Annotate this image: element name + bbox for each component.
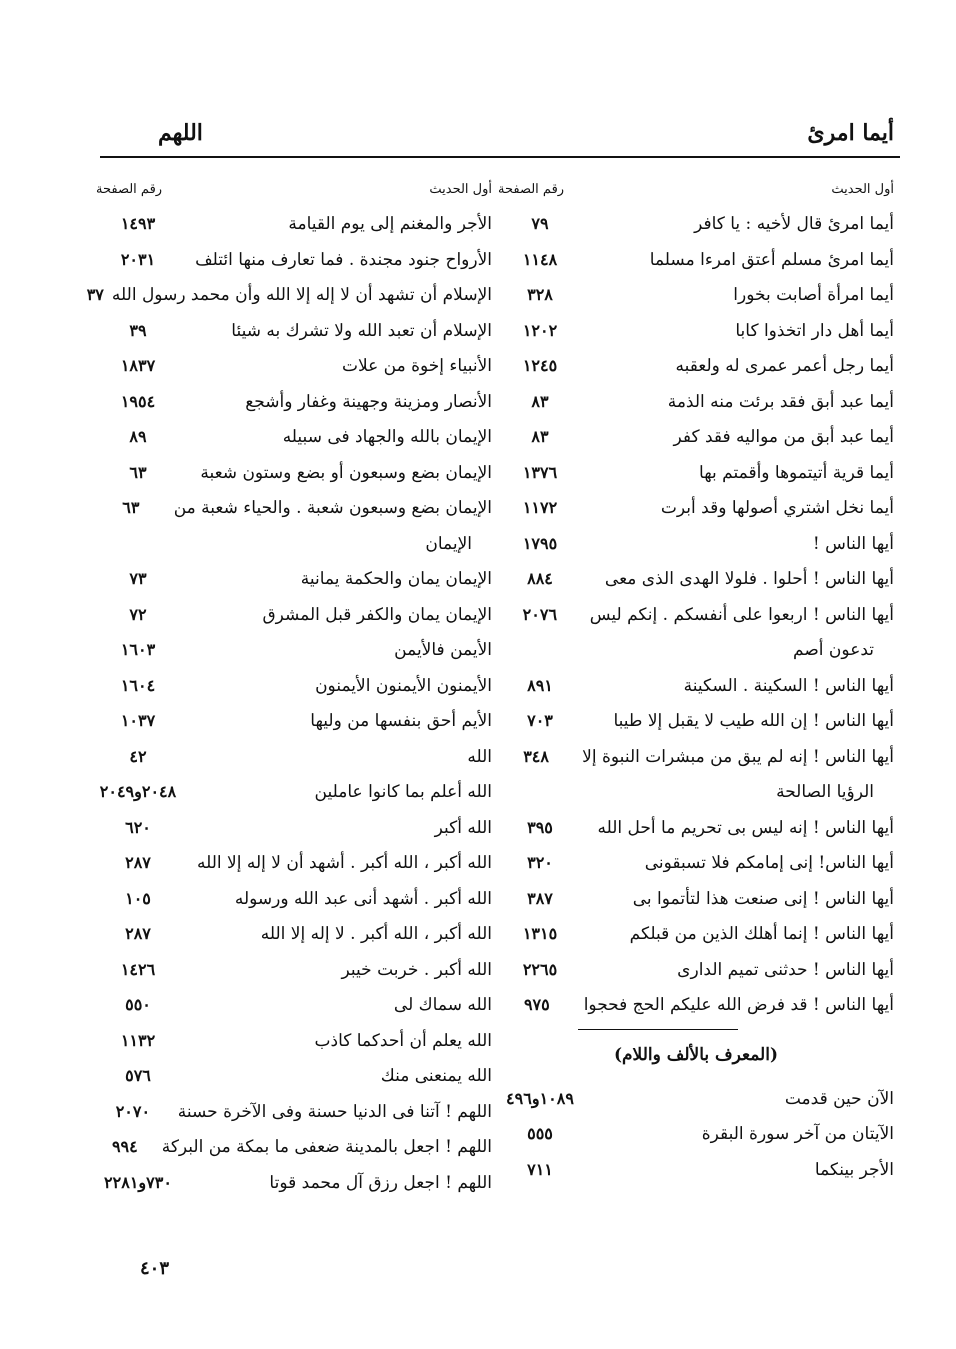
page-reference: ١٤٩٣ [120,214,156,233]
page-reference: ٢٠٣١ [120,249,156,269]
index-entry [96,319,492,355]
page-reference: ١٢٤٥ [522,356,558,375]
hadith-first-line: الله سماك لى [393,995,492,1015]
hadith-first-line: أيما أهل دار اتخذوا كابا [735,320,894,341]
column-header-page-number: رقم الصفحة [498,182,565,197]
page-reference: ٦٢٠ [125,817,151,837]
page-reference: ١٣٧٦ [522,462,558,482]
index-entry [498,780,894,816]
hadith-first-line: أيها الناس ! إنما أهلك الذين من قبلكم [629,924,894,944]
hadith-first-line: الإسلام أن تشهد أن لا إله إلا الله وأن محمد رسول الله [111,285,492,305]
hadith-first-line: أيها الناس ! حدثنى تميم الدارى [677,959,894,980]
index-entry [96,709,492,745]
page-reference: ٥٥٠ [125,995,151,1014]
hadith-first-line: أيما امرأة أصابت بخورا [733,285,894,305]
index-entry [96,887,492,923]
page-reference: ٧٩ [531,214,549,233]
hadith-first-line: الإيمان بضع وسبعون شعبة . والحياء شعبة من [173,498,492,518]
page-reference: ٢٢٦٥ [522,959,558,979]
index-entry [498,922,894,958]
hadith-first-line: الله [467,746,492,767]
section-title-text: (المعرف بالألف واللام) [613,1044,779,1065]
entry-list [498,212,894,1029]
index-entry [96,1029,492,1065]
page-reference: ٣٨٧ [527,888,553,908]
column-header [498,182,894,212]
hadith-first-line: أيما رجل أعمر عمرى له ولعقبه [675,356,894,376]
running-head-right: أيما امرئ [807,120,894,146]
page-reference: ٩٩٤ [111,1137,138,1156]
page-reference: ٥٧٦ [125,1066,151,1085]
page-reference: ٣٧ [86,285,104,304]
hadith-first-line: أيها الناس ! إنى صنعت هذا لتأتموا بى [632,888,894,909]
index-column-left [86,182,492,1206]
page-reference: ٨٩١ [527,675,553,695]
index-entry [498,212,894,248]
hadith-first-line: الإيمان [425,533,472,554]
page-reference: ٣٤٨ [523,746,549,766]
page-reference: ٨٩ [129,427,147,446]
index-entry [96,780,492,816]
hadith-first-line: الأيمن فالأيمن [394,640,492,660]
index-entry [96,851,492,887]
page-reference: ١١٤٨ [522,249,558,269]
index-entry [96,425,492,461]
index-entry [96,496,492,532]
index-entry [96,390,492,426]
hadith-first-line: الإيمان يمان والحكمة يمانية [300,569,492,589]
index-entry [498,1122,894,1158]
hadith-first-line: أيها الناس ! إنه ليس بى تحريم ما أحل الله [597,817,894,838]
hadith-first-line: أيها الناس ! اربعوا على أنفسكم . إنكم ليس [589,604,894,625]
hadith-first-line: تدعون أصم [793,640,874,660]
index-entry [498,567,894,603]
entry-list [86,212,492,1206]
hadith-first-line: أيها الناس ! إنه لم يبق من مبشرات النبوة إلا [582,746,894,767]
page-reference: ٢٠٤٨و٢٠٤٩ [99,782,177,801]
index-entry [96,1100,492,1136]
hadith-first-line: الإيمان بضع وسبعون أو بضع وستون شعبة [200,462,492,483]
index-entry [96,354,492,390]
hadith-first-line: الإسلام أن تعبد الله ولا تشرك به شيئا [231,320,492,341]
page-reference: ١٨٣٧ [120,356,156,375]
index-entry [96,638,492,674]
index-entry [498,958,894,994]
hadith-first-line: الأيم أحق بنفسها من وليها [310,711,492,731]
hadith-first-line: أيها الناس ! قد فرض الله عليكم الحج فحجوا [583,995,894,1015]
page-reference: ١٢٠٢ [522,320,558,340]
index-entry [498,496,894,532]
page-reference: ١٠٥ [125,888,151,908]
index-entry [96,1135,492,1171]
hadith-first-line: الله أكبر ، الله أكبر . أشهد أن لا إله إلا الله [197,853,492,873]
page-reference: ٨٣ [531,391,549,411]
index-entry [96,745,492,781]
hadith-first-line: الأجر والمغنم إلى يوم القيامة [288,214,492,234]
index-entry [498,887,894,923]
section-title [498,1029,894,1087]
section-entry-list [498,1087,894,1194]
hadith-first-line: الأرواح جنود مجندة . فما تعارف منها ائتلف [195,249,492,270]
index-column-right [498,182,894,1193]
hadith-first-line: أيما عبد أبق من مواليه فقد كفر [673,427,894,447]
page-reference: ٩٧٥ [523,995,550,1014]
hadith-first-line: أيما قرية أتيتموها وأقمتم بها [699,462,894,483]
page-reference: ٧١١ [527,1159,553,1179]
page-reference: ٦٣ [129,462,147,482]
page-reference: ١٧٩٥ [522,533,558,553]
hadith-first-line: الله أكبر . خربت خيبر [341,959,492,980]
page-reference: ٤٢ [129,746,147,766]
index-entry [498,1158,894,1194]
column-header-page-number: رقم الصفحة [96,182,163,197]
page-reference: ٢٨٧ [125,924,151,943]
hadith-first-line: أيما عبد أبق فقد برئت منه الذمة [667,391,894,412]
page-reference: ١٩٥٤ [120,391,156,411]
page-reference: ٨٣ [531,427,549,446]
index-entry [498,390,894,426]
page-reference: ١٤٢٦ [120,959,156,979]
index-entry [498,1087,894,1123]
index-entry [498,461,894,497]
hadith-first-line: أيها الناس ! إن الله طيب لا يقبل إلا طيبا [613,711,894,731]
page-reference: ٥٥٥ [527,1124,553,1143]
hadith-first-line: الإيمان يمان والكفر قبل المشرق [262,604,492,625]
index-entry [498,425,894,461]
page-reference: ١١٧٢ [522,498,558,517]
hadith-first-line: الإيمان بالله والجهاد فى سبيله [282,427,492,447]
hadith-first-line: أيما نخل اشتري أصولها وقد أبرت [660,498,894,518]
index-entry [498,638,894,674]
index-entry [498,283,894,319]
hadith-first-line: أيما امرئ قال لأخيه : يا كافر [694,214,894,234]
index-entry [96,248,492,284]
index-entry [96,532,492,568]
index-entry [498,603,894,639]
hadith-first-line: الآن حين قدمت [784,1088,894,1109]
page-reference: ٧٣ [129,569,147,588]
hadith-first-line: أيها الناس ! أحلوا . فلولا الهدى الذى معى [604,569,894,589]
hadith-first-line: الله أعلم بما كانوا عاملين [314,782,492,802]
hadith-first-line: الله أكبر [434,817,492,838]
page-reference: ٨٨٤ [527,569,553,588]
index-entry [498,674,894,710]
index-entry [96,993,492,1029]
index-entry [498,709,894,745]
section-divider [578,1029,738,1030]
column-header [96,182,492,212]
index-entry [96,674,492,710]
page-reference: ٣٢٠ [527,853,553,872]
hadith-first-line: الأجر بينكما [814,1159,894,1180]
page-reference: ٧٢ [129,604,147,624]
hadith-first-line: أيها الناس ! السكينة . السكينة [683,675,894,696]
page-reference: ٧٠٣ [527,711,553,730]
column-header-first-line: أول الحديث [831,182,894,197]
index-entry [96,567,492,603]
page-reference: ٧٣٠و٢٢٨١ [104,1172,172,1192]
index-entry [96,461,492,497]
index-entry [96,603,492,639]
running-head-left: اللهم [158,120,203,146]
hadith-first-line: اللهم ! آتنا فى الدنيا حسنة وفى الآخرة حسنة [177,1101,492,1122]
index-entry [498,816,894,852]
hadith-first-line: الله أكبر ، الله أكبر . لا إله إلا الله [260,924,492,944]
hadith-first-line: اللهم ! اجعل رزق آل محمد قوتا [269,1172,492,1193]
index-entry [96,922,492,958]
page-reference: ٢٠٧٠ [115,1101,151,1121]
index-entry [96,816,492,852]
hadith-first-line: الله أكبر . أشهد أنى عبد الله ورسوله [234,888,492,909]
hadith-first-line: الرؤيا الصالحة [776,782,874,802]
header-rule [100,156,900,158]
index-entry [96,1171,492,1207]
hadith-first-line: الآيتان من آخر سورة البقرة [701,1124,894,1144]
index-entry [498,319,894,355]
page-reference: ٣٩٥ [527,817,553,837]
index-entry [498,745,894,781]
index-entry [86,283,492,319]
page-reference: ٣٢٨ [527,285,553,304]
hadith-first-line: أيها الناس ! [812,533,894,554]
hadith-first-line: الأيمنون الأيمنون الأيمنون [315,675,492,696]
page-number: ٤٠٣ [140,1258,170,1279]
page-reference: ١٣١٥ [522,924,558,943]
hadith-first-line: الأنصار ومزينة وجهينة وغفار وأشجع [245,391,492,412]
page-reference: ٢٨٧ [125,853,151,872]
hadith-first-line: الله يمنعنى منك [380,1066,492,1086]
hadith-first-line: أيها الناس! إنى إمامكم فلا تسبقونى [644,853,894,873]
page-reference: ١٦٠٣ [120,640,156,659]
index-entry [96,1064,492,1100]
index-entry [96,958,492,994]
hadith-first-line: اللهم ! اجعل بالمدينة ضعفى ما بمكة من البركة [161,1137,492,1157]
page-reference: ٦٣ [122,498,140,517]
hadith-first-line: أيما امرئ مسلم أعتق امرءا مسلما [649,249,894,270]
index-entry [498,354,894,390]
hadith-first-line: الأنبياء إخوة من علات [341,356,492,376]
page-reference: ١٠٣٧ [120,711,156,730]
column-header-first-line: أول الحديث [429,182,492,197]
index-entry [498,532,894,568]
index-entry [498,993,894,1029]
page-reference: ٢٠٧٦ [522,604,558,624]
index-entry [498,248,894,284]
page-reference: ١٦٠٤ [120,675,156,695]
index-entry [498,851,894,887]
page-reference: ١١٣٢ [120,1030,156,1050]
page-reference: ١٠٨٩و٤٩٦ [506,1088,574,1108]
index-entry [96,212,492,248]
hadith-first-line: الله يعلم أن أحدكما كاذب [314,1030,492,1051]
page-reference: ٣٩ [129,320,147,340]
